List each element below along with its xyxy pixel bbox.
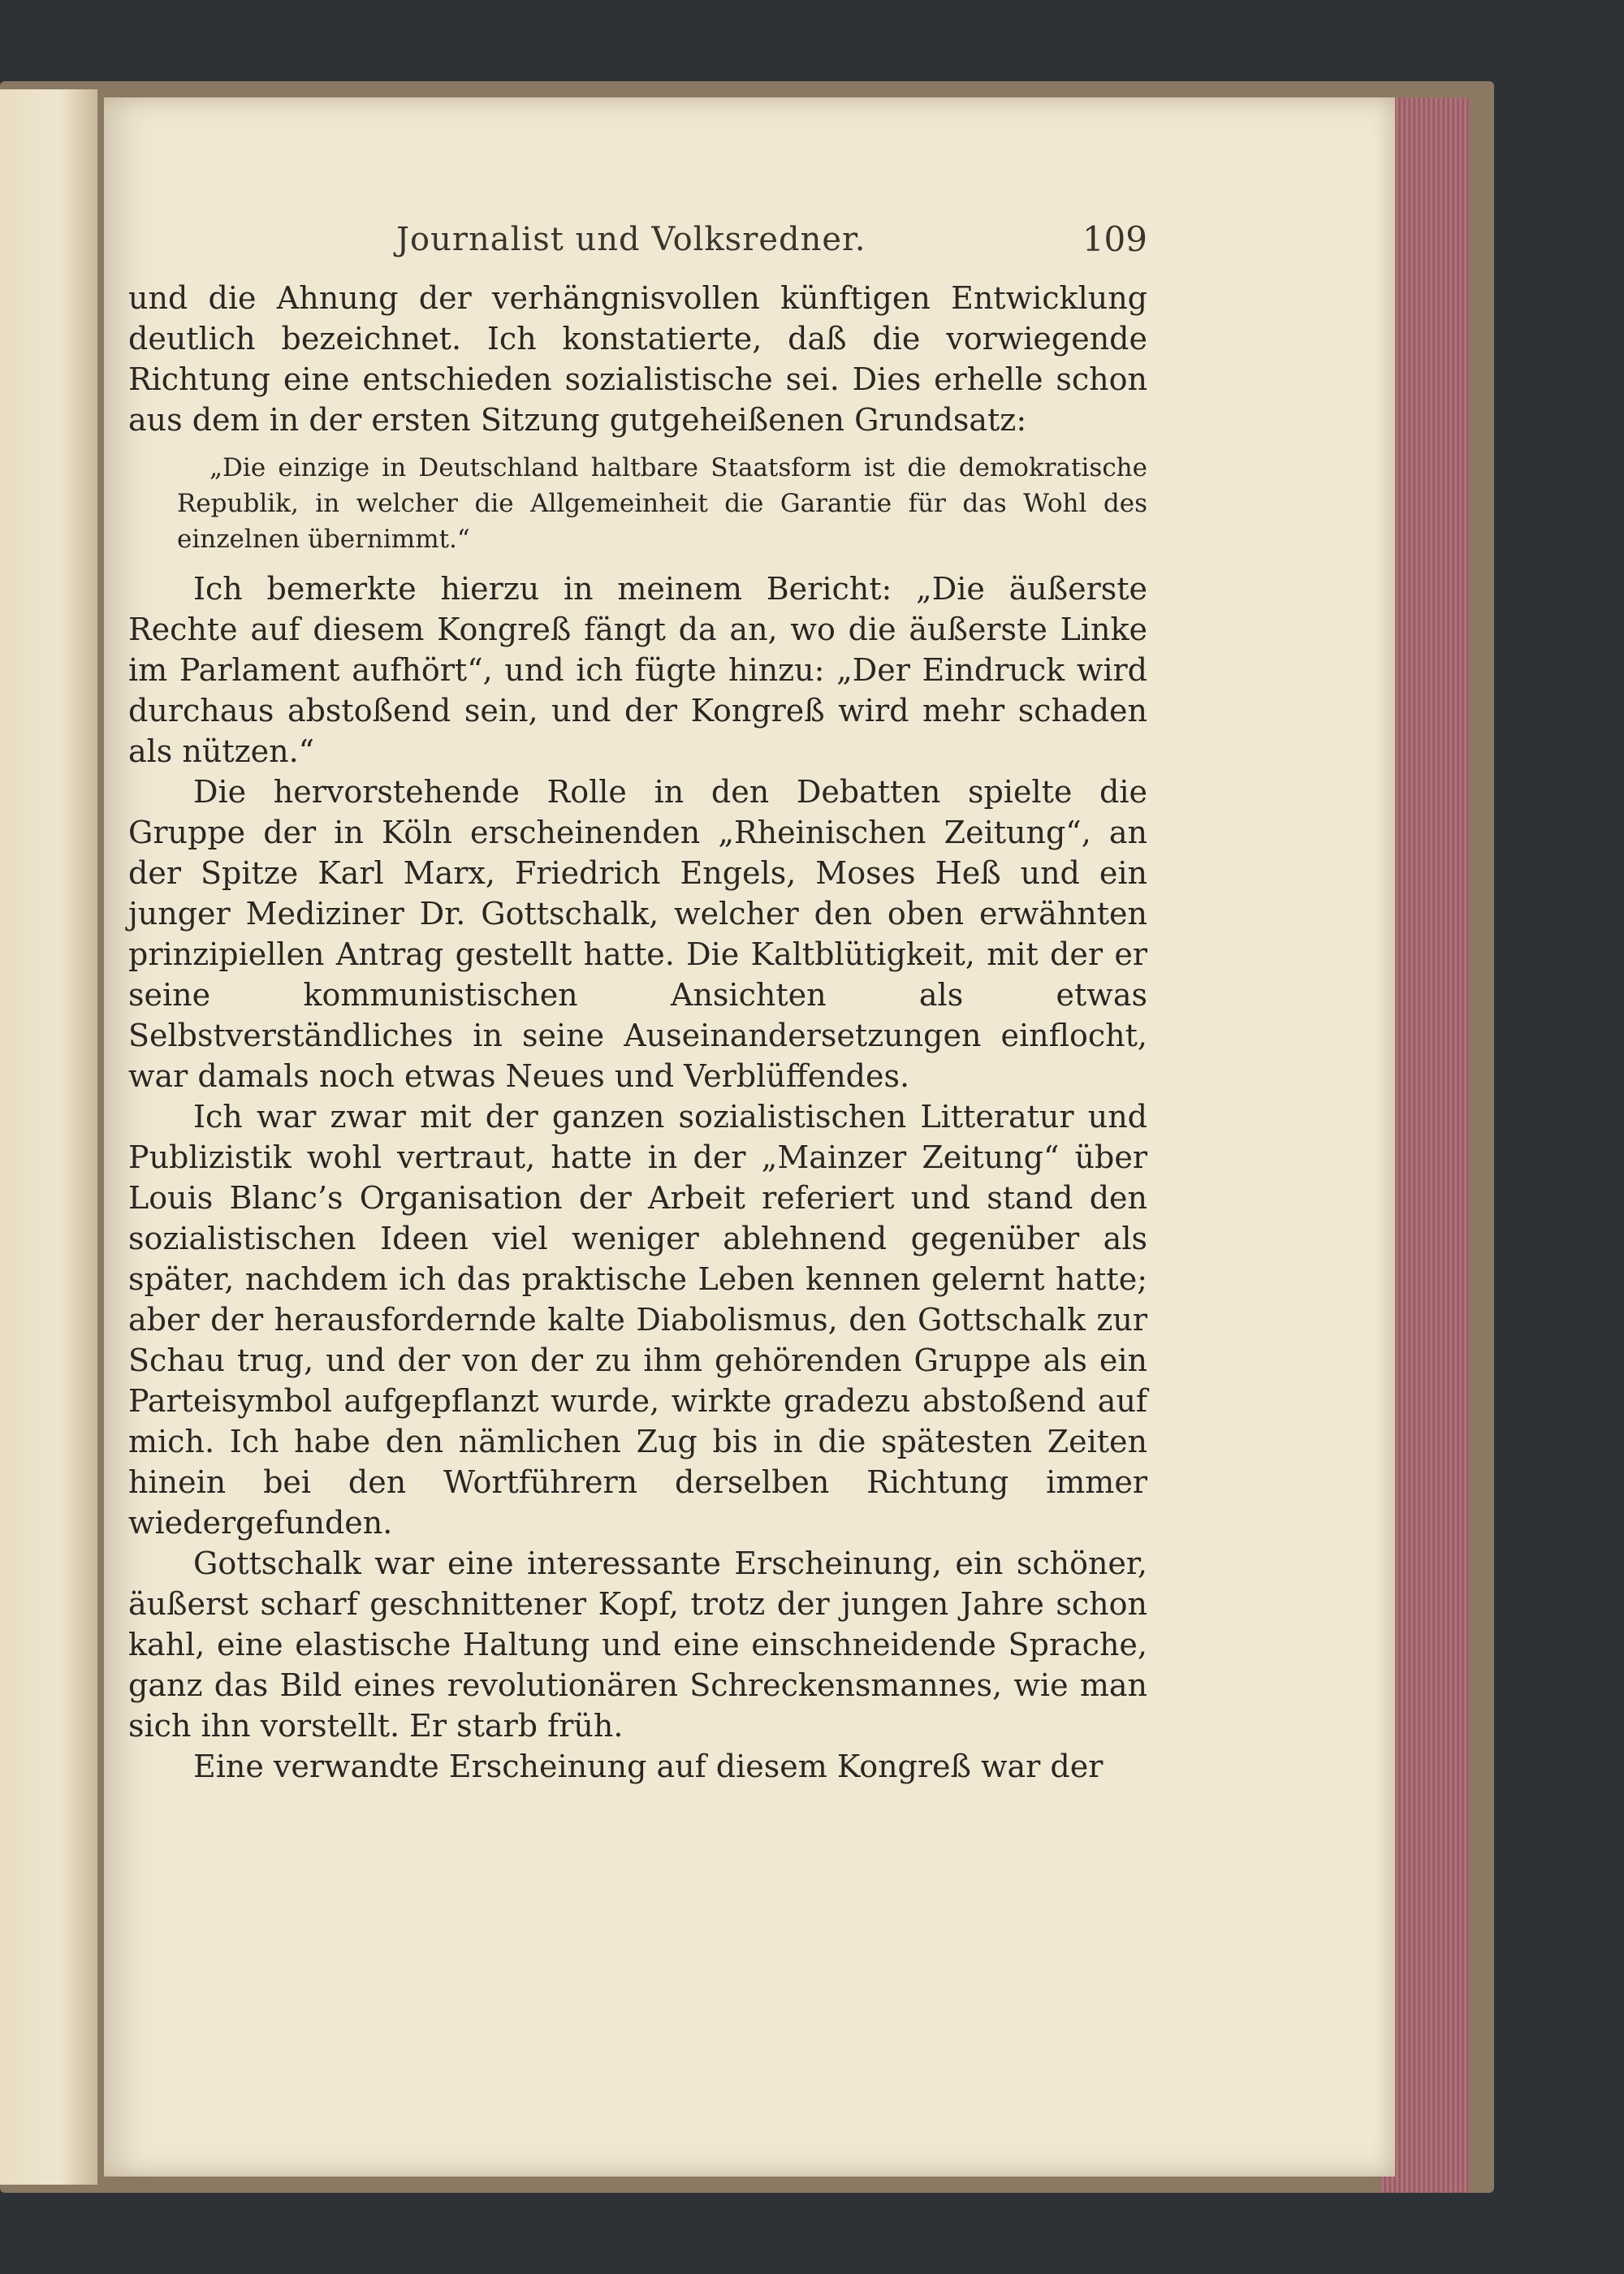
page-number: 109 [1082,219,1147,259]
paragraph-3: Die hervorstehende Rolle in den Debatten spielte die Gruppe der in Köln erscheinenden „Rheinischen Zeitung“, an der Spitze Karl Marx, Friedrich Engels, Moses Heß und ein junger Mediziner Dr. Gottschalk, welcher den oben erwähnten prinzipiellen Antrag gestellt hatte. Die Kaltblütigkeit, mit der er seine kommunistischen Ansichten als etwas Selbstverständliches in seine Auseinandersetzungen einflocht, war damals noch etwas Neues und Verblüffendes. [128,774,1147,1094]
running-title: Journalist und Volksredner. [396,221,866,258]
text-block [128,213,1147,1787]
paragraph-2: Ich bemerkte hierzu in meinem Bericht: „Die äußerste Rechte auf diesem Kongreß fängt da an, wo die äußerste Linke im Parlament aufhört“, und ich fügte hinzu: „Der Eindruck wird durchaus abstoßend sein, und der Kongreß wird mehr schaden als nützen.“ [128,571,1147,769]
paragraph-1: und die Ahnung der verhängnisvollen künftigen Entwicklung deutlich bezeichnet. Ich konstatierte, daß die vorwiegende Richtung eine entschieden sozialistische sei. Dies erhelle schon aus dem in der ersten Sitzung gutgeheißenen Grundsatz: [128,280,1147,438]
block-quote: „Die einzige in Deutschland haltbare Staatsform ist die demokratische Republik, in welcher die Allgemeinheit die Garantie für das Wohl des einzelnen übernimmt.“ [177,453,1147,554]
paragraph-5: Gottschalk war eine interessante Erscheinung, ein schöner, äußerst scharf geschnittener Kopf, trotz der jungen Jahre schon kahl, eine elastische Haltung und eine einschneidende Sprache, ganz das Bild eines revolutionären Schreckensmannes, wie man sich ihn vorstellt. Er starb früh. [128,1546,1147,1744]
left-page-edge [0,89,97,2185]
paragraph-4: Ich war zwar mit der ganzen sozialistischen Litteratur und Publizistik wohl vertraut, hatte in der „Mainzer Zeitung“ über Louis Blanc’s Organisation der Arbeit referiert und stand den sozialistischen Ideen viel weniger ablehnend gegenüber als später, nachdem ich das praktische Leben kennen gelernt hatte; aber der herausfordernde kalte Diabolismus, den Gottschalk zur Schau trug, und der von der zu ihm gehörenden Gruppe als ein Parteisymbol aufgepflanzt wurde, wirkte gradezu abstoßend auf mich. Ich habe den nämlichen Zug bis in die spätesten Zeiten hinein bei den Wortführern derselben Richtung immer wiedergefunden. [128,1099,1147,1541]
running-head [128,213,1147,278]
paragraph-6: Eine verwandte Erscheinung auf diesem Kongreß war der [193,1749,1104,1784]
